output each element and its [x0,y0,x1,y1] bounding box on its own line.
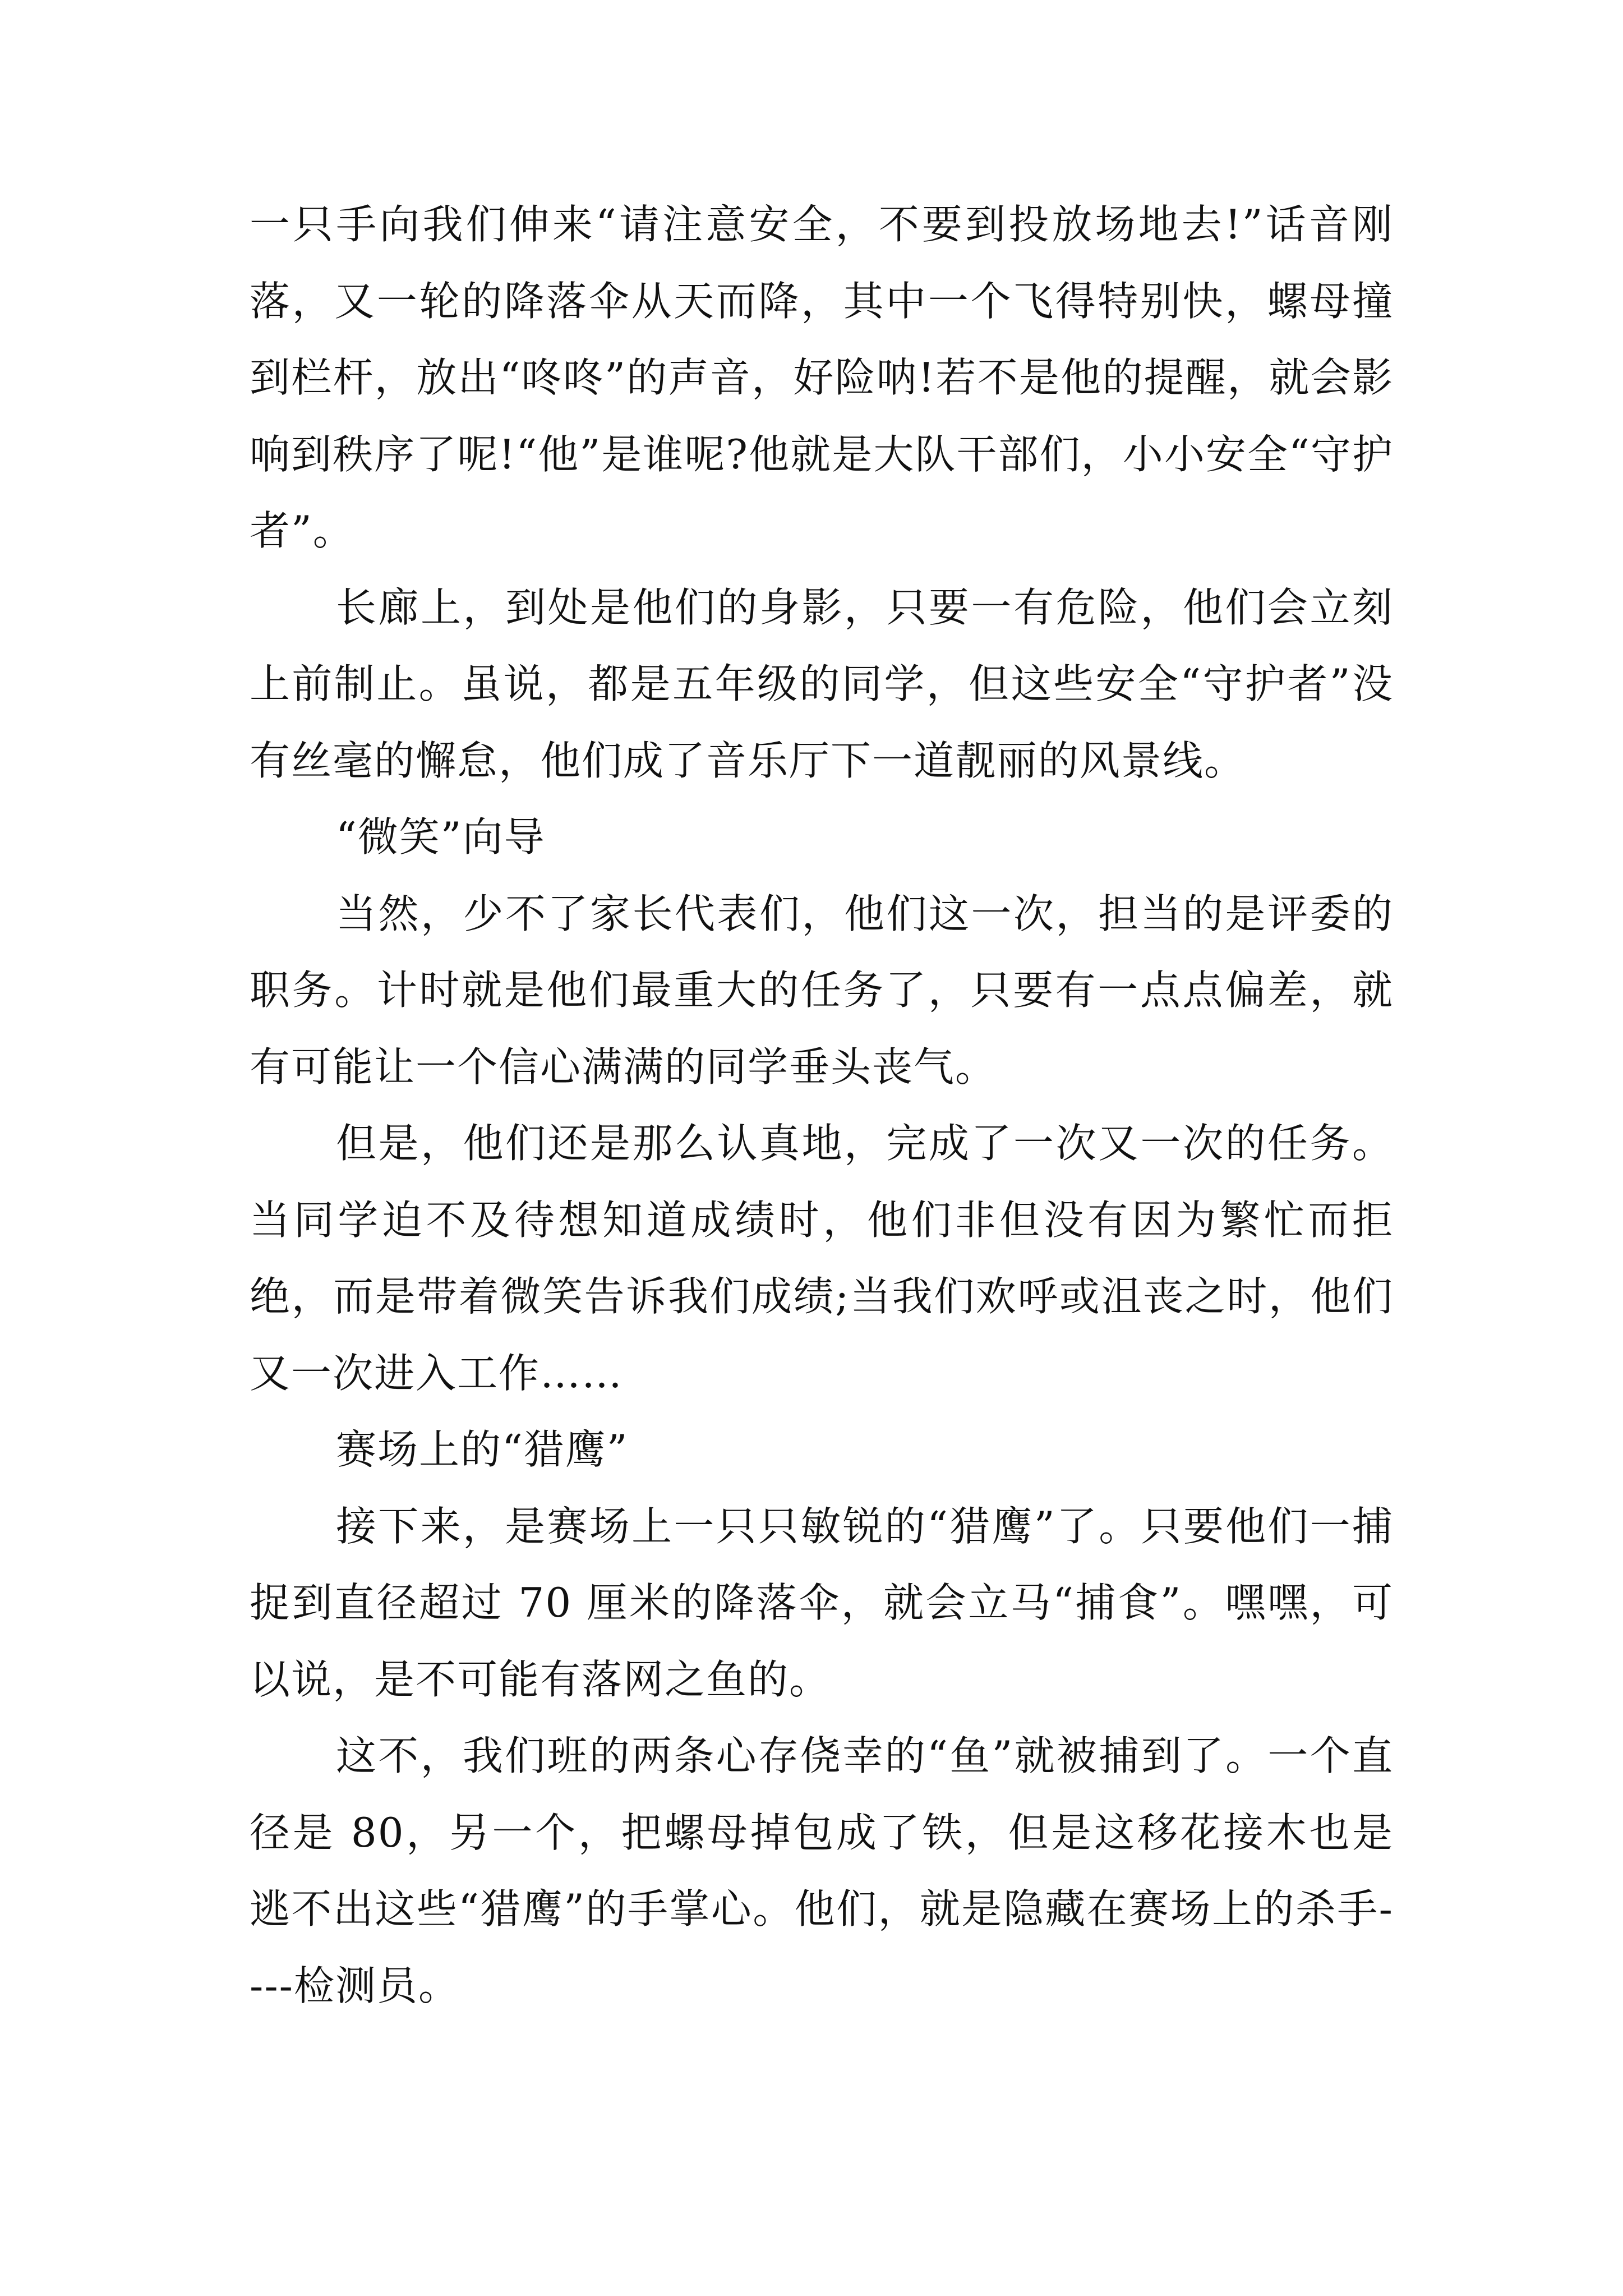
paragraph-1: 一只手向我们伸来“请注意安全，不要到投放场地去!”话音刚落，又一轮的降落伞从天而降，其中一个飞得特别快，螺母撞到栏杆，放出“咚咚”的声音，好险呐!若不是他的提醒，就会影响到秩序了呢!“他”是谁呢?他就是大队干部们，小小安全“守护者”。 [250,201,1394,554]
paragraph-4: 但是，他们还是那么认真地，完成了一次又一次的任务。当同学迫不及待想知道成绩时，他们非但没有因为繁忙而拒绝，而是带着微笑告诉我们成绩;当我们欢呼或沮丧之时，他们又一次进入工作…… [250,1120,1394,1397]
document-body [250,186,1394,2024]
paragraph-6: 这不，我们班的两条心存侥幸的“鱼”就被捕到了。一个直径是 80，另一个，把螺母掉包成了铁，但是这移花接木也是逃不出这些“猎鹰”的手掌心。他们，就是隐藏在赛场上的杀手----检测员。 [250,1732,1394,2009]
paragraph-2: 长廊上，到处是他们的身影，只要一有危险，他们会立刻上前制止。虽说，都是五年级的同学，但这些安全“守护者”没有丝毫的懈怠，他们成了音乐厅下一道靓丽的风景线。 [250,583,1394,784]
section-heading-falcon: 赛场上的“猎鹰” [336,1426,629,1473]
paragraph-3: 当然，少不了家长代表们，他们这一次，担当的是评委的职务。计时就是他们最重大的任务了，只要有一点点偏差，就有可能让一个信心满满的同学垂头丧气。 [250,890,1394,1091]
section-heading-smile-guide: “微笑”向导 [336,813,546,861]
paragraph-5: 接下来，是赛场上一只只敏锐的“猎鹰”了。只要他们一捕捉到直径超过 70 厘米的降落伞，就会立马“捕食”。嘿嘿，可以说，是不可能有落网之鱼的。 [250,1502,1394,1703]
